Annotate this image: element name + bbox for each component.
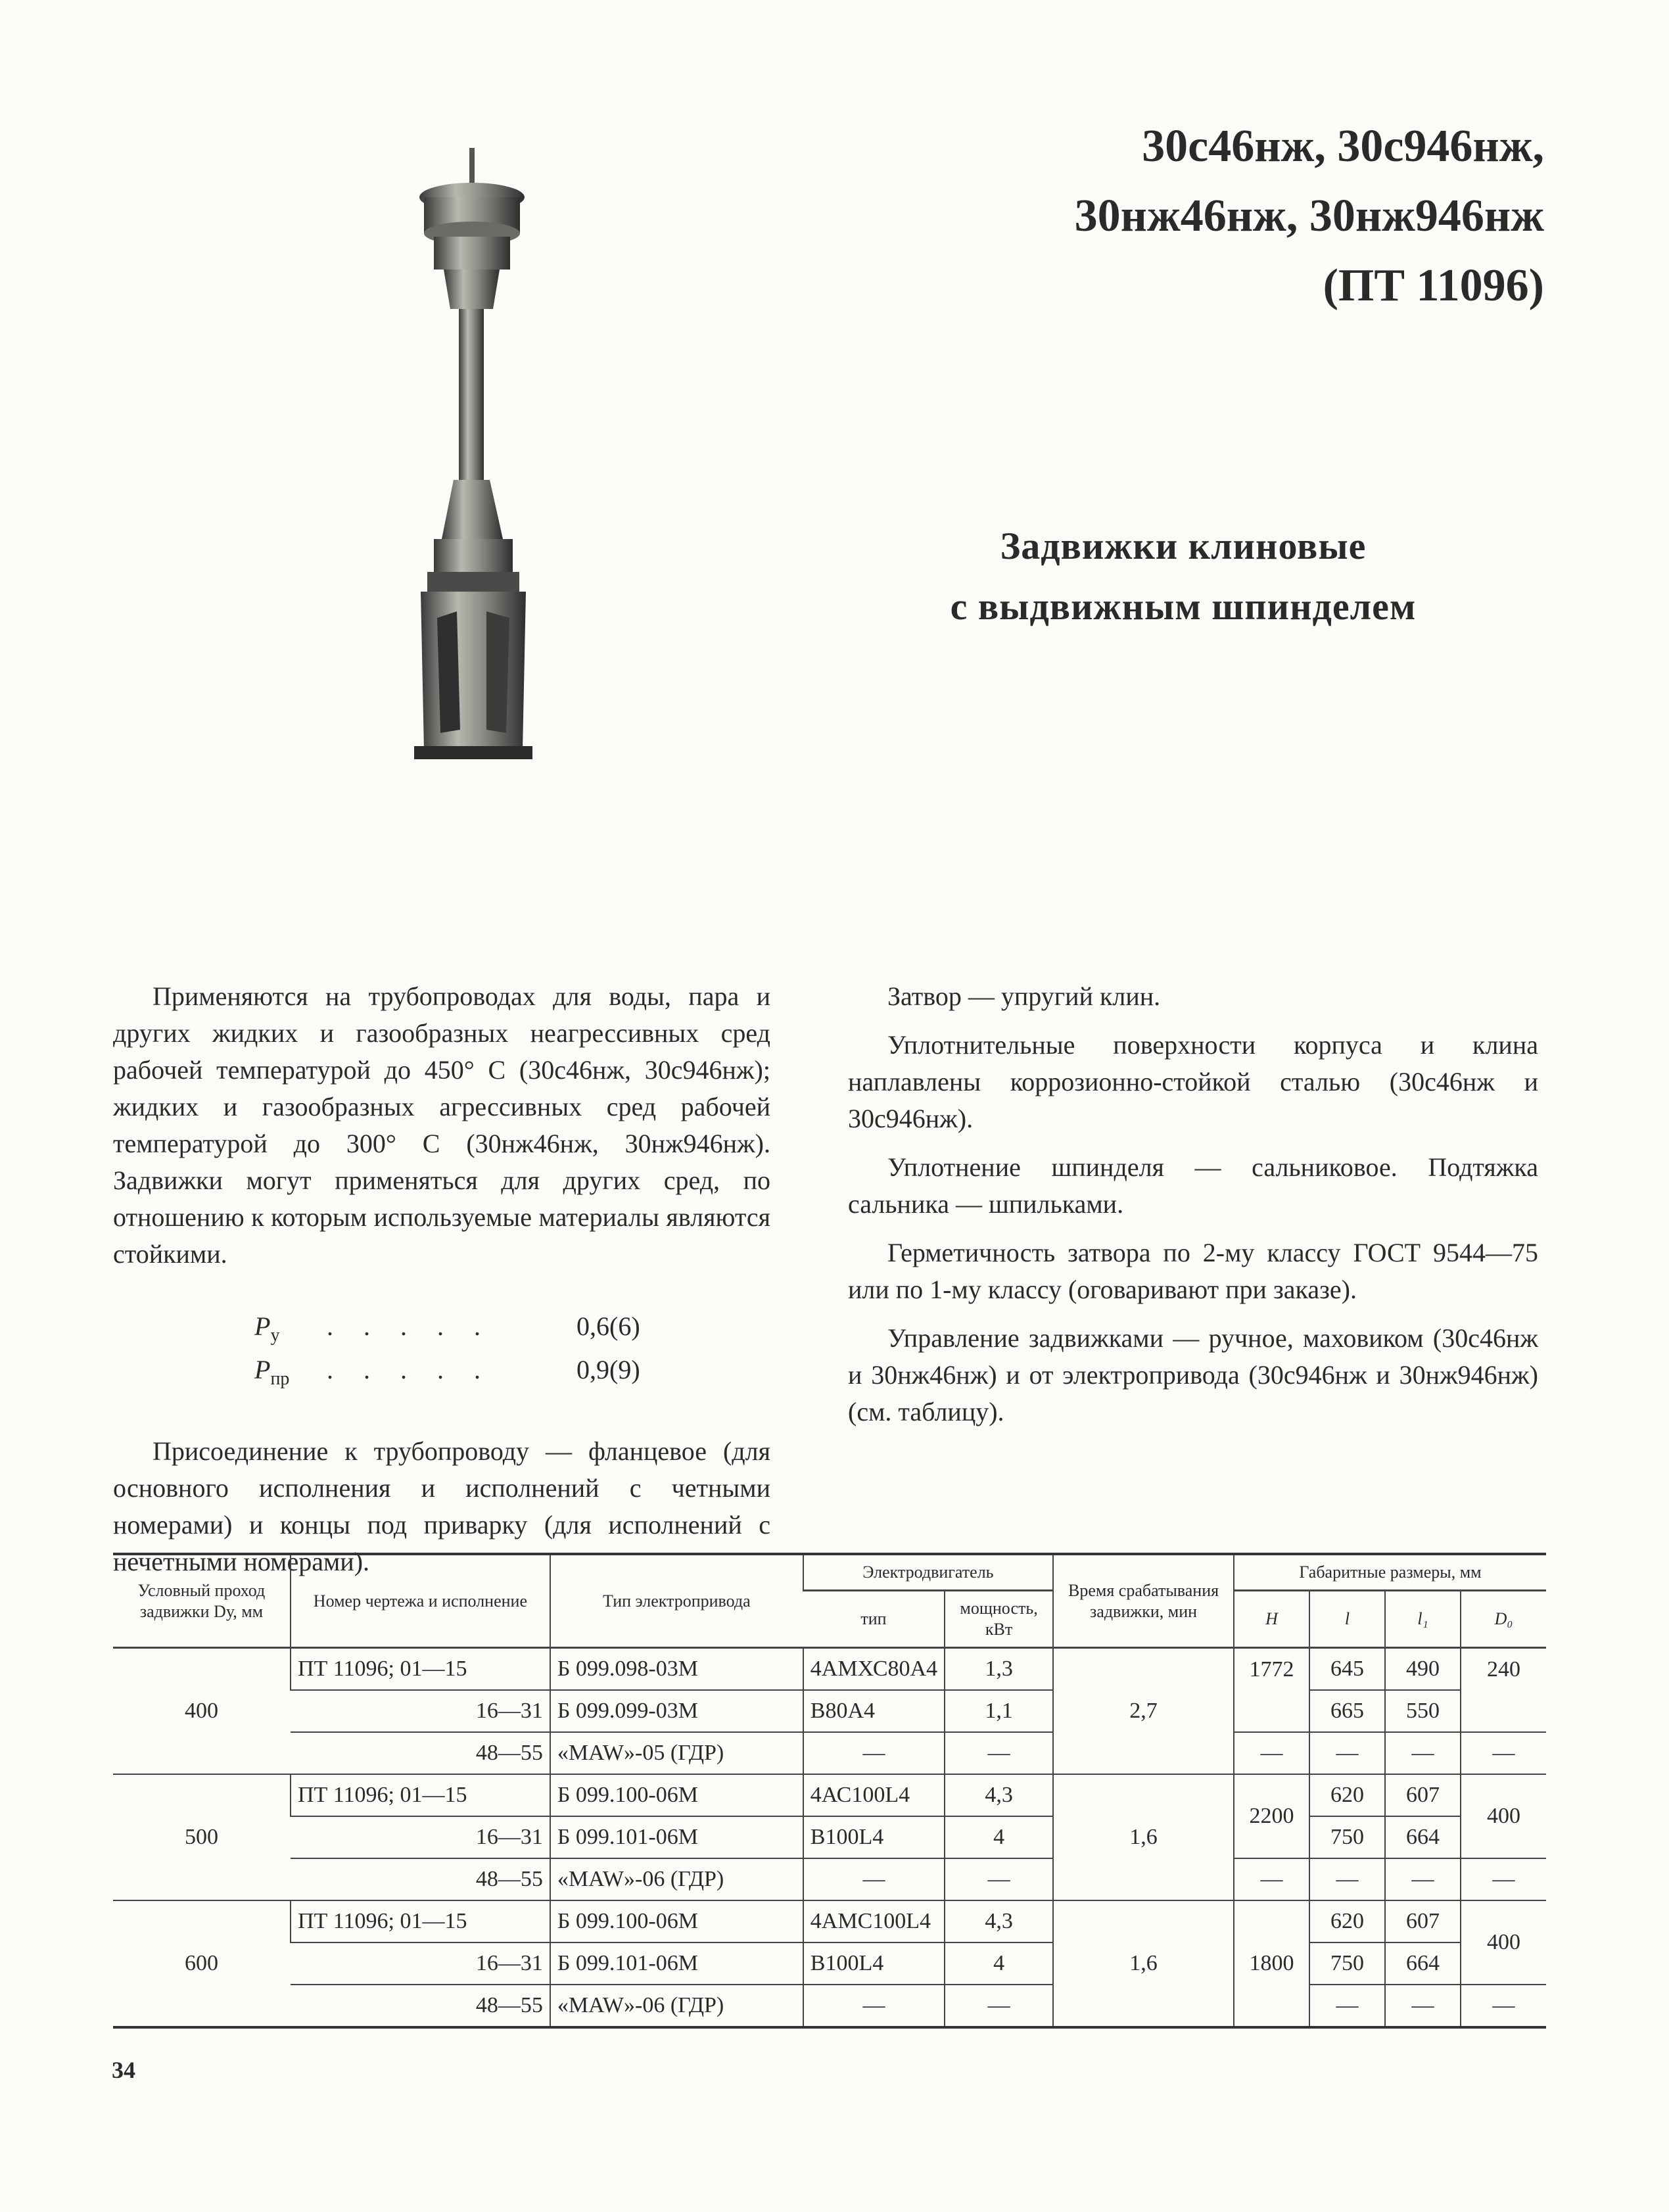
cell-drive: Б 099.100-06М: [550, 1900, 803, 1942]
cell-motor: В80А4: [803, 1690, 945, 1732]
cell-power: 1,1: [945, 1690, 1053, 1732]
param-dots: . . . . .: [327, 1311, 492, 1341]
cell-l1: 607: [1385, 1774, 1461, 1816]
cell-l: 750: [1309, 1816, 1385, 1858]
cell-D0: 400: [1461, 1774, 1546, 1858]
cell-drive: Б 099.099-03М: [550, 1690, 803, 1732]
cell-drawing: 16—31: [291, 1690, 550, 1732]
header-l: l: [1309, 1591, 1385, 1648]
header-D0: D₀: [1461, 1591, 1546, 1648]
table-row: [113, 1816, 1546, 1858]
cell-motor: —: [803, 1985, 945, 2027]
table-row: [113, 1942, 1546, 1985]
pressure-parameters: [254, 1309, 770, 1396]
title-line-3: (ПТ 11096): [1323, 260, 1544, 311]
header-drawing: Номер чертежа и исполнение: [291, 1554, 550, 1648]
cell-H: —: [1234, 1732, 1309, 1774]
cell-l1: 490: [1385, 1648, 1461, 1691]
cell-drawing: 16—31: [291, 1942, 550, 1985]
cell-H: —: [1234, 1858, 1309, 1900]
table-row: [113, 1690, 1546, 1732]
cell-time: 1,6: [1053, 1774, 1234, 1900]
cell-drive: Б 099.100-06М: [550, 1774, 803, 1816]
cell-dn: 500: [113, 1774, 291, 1900]
table-row: [113, 1900, 1546, 1942]
cell-D0: 240: [1461, 1648, 1546, 1691]
cell-power: 1,3: [945, 1648, 1053, 1691]
cell-l: —: [1309, 1732, 1385, 1774]
table-row: [113, 1648, 1546, 1691]
table-header-row: [113, 1554, 1546, 1591]
cell-time: 1,6: [1053, 1900, 1234, 2027]
cell-power: 4: [945, 1816, 1053, 1858]
cell-l1: —: [1385, 1858, 1461, 1900]
spindle-seal-paragraph: Уплотнение шпинделя — сальниковое. Подтяжка сальника — шпильками.: [848, 1152, 1538, 1219]
page-number: 34: [112, 2057, 135, 2083]
param-symbol: $P_{пр}$: [254, 1355, 290, 1389]
cell-l: —: [1309, 1985, 1385, 2027]
cell-l: 750: [1309, 1942, 1385, 1985]
cell-drawing: ПТ 11096; 01—15: [291, 1900, 550, 1942]
subtitle-line-2: с выдвижным шпинделем: [950, 585, 1417, 628]
application-paragraph: Применяются на трубопроводах для воды, пара и других жидких и газообразных неагрессивных сред рабочей температурой до 450° С (30с46нж, 30с946нж); жидких и газообразных агрессивных сред рабочей температурой до 300° С (30нж46нж, 30нж946нж). Задвижки могут применяться для других сред, по отношению к которым используемые материалы являются стойкими.: [113, 981, 770, 1269]
table-row: [113, 1985, 1546, 2027]
cell-l: 620: [1309, 1900, 1385, 1942]
cell-motor: В100L4: [803, 1816, 945, 1858]
cell-power: —: [945, 1732, 1053, 1774]
subtitle-line-1: Задвижки клиновые: [1000, 525, 1367, 567]
cell-l: —: [1309, 1858, 1385, 1900]
header-dims: Габаритные размеры, мм: [1234, 1554, 1546, 1591]
right-text-column: [848, 978, 1538, 1442]
cell-l1: 664: [1385, 1942, 1461, 1985]
document-subtitle: [855, 516, 1512, 637]
cell-l: 620: [1309, 1774, 1385, 1816]
table-row: [113, 1732, 1546, 1774]
cell-drive: «MAW»-06 (ГДР): [550, 1858, 803, 1900]
cell-motor: В100L4: [803, 1942, 945, 1985]
left-text-column: [113, 978, 770, 1592]
shutter-paragraph: Затвор — упругий клин.: [887, 981, 1161, 1011]
cell-power: 4: [945, 1942, 1053, 1985]
table-row: [113, 1858, 1546, 1900]
header-motor: Электродвигатель: [803, 1554, 1053, 1591]
param-dots: . . . . .: [327, 1355, 492, 1384]
gate-valve-photo-icon: [388, 138, 559, 769]
cell-motor: 4АС100L4: [803, 1774, 945, 1816]
cell-dn: 600: [184, 1951, 218, 1975]
param-value: 0,9(9): [576, 1355, 640, 1384]
header-motor-type: тип: [803, 1591, 945, 1648]
cell-l1: 664: [1385, 1816, 1461, 1858]
cell-H: [1234, 1690, 1309, 1732]
cell-D0: [1461, 1690, 1546, 1732]
cell-drawing: 48—55: [291, 1732, 550, 1774]
param-row-py: [254, 1309, 675, 1353]
connection-paragraph: Присоединение к трубопроводу — фланцевое (для основного исполнения и исполнений с четными номерами) и концы под приварку (для исполнений с нечетными номерами).: [113, 1436, 770, 1576]
cell-drawing: 48—55: [291, 1858, 550, 1900]
cell-time: 2,7: [1053, 1648, 1234, 1775]
header-l1: l₁: [1385, 1591, 1461, 1648]
cell-H: 2200: [1234, 1774, 1309, 1858]
cell-drawing: 48—55: [475, 1993, 543, 2017]
cell-drive: Б 099.101-06М: [550, 1942, 803, 1985]
cell-drive: Б 099.098-03М: [550, 1648, 803, 1691]
cell-l: 665: [1309, 1690, 1385, 1732]
cell-H: 1772: [1234, 1648, 1309, 1691]
cell-D0: —: [1461, 1985, 1546, 2027]
sealing-surfaces-paragraph: Уплотнительные поверхности корпуса и клина наплавлены коррозионно-стойкой сталью (30с46нж и 30с946нж).: [848, 1030, 1538, 1133]
param-value: 0,6(6): [576, 1311, 640, 1341]
cell-D0: 400: [1461, 1900, 1546, 1985]
cell-D0: —: [1461, 1732, 1546, 1774]
cell-motor: —: [803, 1858, 945, 1900]
table-row: [113, 1774, 1546, 1816]
cell-motor: 4АМС100L4: [803, 1900, 945, 1942]
cell-drawing: 16—31: [291, 1816, 550, 1858]
document-title: [952, 112, 1544, 321]
cell-drive: «MAW»-06 (ГДР): [550, 1985, 803, 2027]
cell-l1: 607: [1385, 1900, 1461, 1942]
title-line-1: 30с46нж, 30с946нж,: [1142, 121, 1544, 172]
param-symbol: $P_у$: [254, 1311, 280, 1346]
param-row-ppr: [254, 1353, 675, 1396]
cell-l1: 550: [1385, 1690, 1461, 1732]
cell-motor: —: [803, 1732, 945, 1774]
cell-power: —: [945, 1858, 1053, 1900]
cell-H: 1800: [1234, 1900, 1309, 2027]
header-dn: Условный проход задвижки Dу, мм: [113, 1554, 291, 1648]
cell-power: 4,3: [945, 1774, 1053, 1816]
cell-l: 645: [1309, 1648, 1385, 1691]
header-H: H: [1234, 1591, 1309, 1648]
cell-power: 4,3: [945, 1900, 1053, 1942]
header-time: Время срабатывания задвижки, мин: [1053, 1554, 1234, 1648]
cell-drawing: ПТ 11096; 01—15: [291, 1648, 550, 1691]
specification-table: [113, 1553, 1546, 2029]
tightness-paragraph: Герметичность затвора по 2-му классу ГОСТ 9544—75 или по 1-му классу (оговаривают при заказе).: [848, 1238, 1538, 1304]
cell-motor: 4АМХС80А4: [803, 1648, 945, 1691]
cell-drive: Б 099.101-06М: [550, 1816, 803, 1858]
header-motor-power: мощность, кВт: [945, 1591, 1053, 1648]
title-line-2: 30нж46нж, 30нж946нж: [1074, 191, 1544, 241]
cell-l1: —: [1385, 1985, 1461, 2027]
cell-drive: «MAW»-05 (ГДР): [550, 1732, 803, 1774]
cell-power: —: [945, 1985, 1053, 2027]
cell-drawing: ПТ 11096; 01—15: [291, 1774, 550, 1816]
header-drive: Тип электропривода: [550, 1554, 803, 1648]
control-paragraph: Управление задвижками — ручное, маховиком (30с46нж и 30нж46нж) и от электропривода (30с946нж и 30нж946нж) (см. таблицу).: [848, 1323, 1538, 1426]
cell-l1: —: [1385, 1732, 1461, 1774]
cell-dn: 400: [113, 1648, 291, 1775]
cell-D0: —: [1461, 1858, 1546, 1900]
